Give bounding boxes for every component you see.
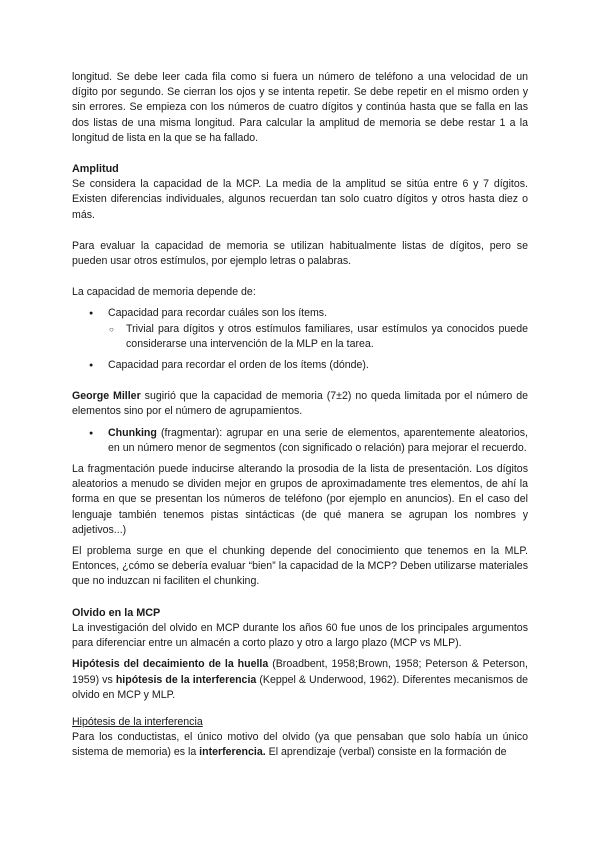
capacity-list [72, 306, 528, 373]
list-item: ● Capacidad para recordar el orden de los ítems (dónde). [72, 358, 528, 373]
fragmentation-paragraph: La fragmentación puede inducirse alterando la prosodia de la lista de presentación. Los dígitos aleatorios a menudo se dividen mejor en grupos de aproximadamente tres elementos, de ahí la forma en que se presentan los números de teléfono (por ejemplo en anuncios). En el caso del lenguaje también tenemos pistas sintácticas (de qué manera se agrupan los nombres y adjetivos...) [72, 463, 528, 536]
intro-paragraph: longitud. Se debe leer cada fila como si fuera un número de teléfono a una velocidad de un dígito por segundo. Se cierran los ojos y se intenta repetir. Se debe repetir en el mismo orden y sin errores. Se empieza con los números de cuatro dígitos y continúa hasta que se falla en las dos listas de una misma longitud. Para calcular la amplitud de memoria se debe restar 1 a la longitud de lista en la que se ha fallado. [72, 71, 528, 144]
document-body [72, 70, 528, 761]
hypotheses-paragraph: Hipótesis del decaimiento de la huella (Broadbent, 1958;Brown, 1958; Peterson & Peterson, 1959) vs hipótesis de la interferencia (Keppel & Underwood, 1962). Diferentes mecanismos de olvido en MCP y MLP. [72, 658, 528, 701]
sub-list-item: ○ Trivial para dígitos y otros estímulos familiares, usar estímulos ya conocidos puede considerarse una intervención de la MLP en la tarea. [72, 322, 528, 352]
chunking-list [72, 426, 528, 456]
olvido-heading: Olvido en la MCP [72, 606, 161, 619]
amplitud-paragraph-1: Se considera la capacidad de la MCP. La media de la amplitud se sitúa entre 6 y 7 dígitos. Existen diferencias individuales, algunos recuerdan tan solo cuatro dígitos y otros hasta diez o más. [72, 178, 528, 221]
problem-paragraph: El problema surge en que el chunking depende del conocimiento que tenemos en la MLP. Entonces, ¿cómo se debería evaluar “bien” la capacidad de la MCP? Deben utilizarse materiales que no induzcan ni faciliten el chunking. [72, 545, 528, 588]
amplitud-paragraph-3: La capacidad de memoria depende de: [72, 286, 256, 299]
interference-hypothesis: hipótesis de la interferencia [115, 673, 257, 686]
decay-hypothesis: Hipótesis del decaimiento de la huella [72, 658, 269, 671]
list-item: ● Capacidad para recordar cuáles son los ítems. [72, 306, 528, 321]
miller-name: George Miller [72, 390, 141, 403]
amplitud-heading: Amplitud [72, 163, 119, 176]
interference-subheading: Hipótesis de la interferencia [72, 715, 203, 728]
chunking-term: Chunking [108, 426, 157, 439]
interference-paragraph: Para los conductistas, el único motivo del olvido (ya que pensaban que solo había un único sistema de memoria) es la interferencia. El aprendizaje (verbal) consiste en la formación de [72, 731, 528, 759]
amplitud-paragraph-2: Para evaluar la capacidad de memoria se utilizan habitualmente listas de dígitos, pero se pueden usar otros estímulos, por ejemplo letras o palabras. [72, 239, 528, 268]
list-item: ● Chunking (fragmentar): agrupar en una serie de elementos, aparentemente aleatorios, en un número menor de segmentos (con significado o relación) para mejorar el recuerdo. [72, 426, 528, 456]
olvido-paragraph-1: La investigación del olvido en MCP durante los años 60 fue unos de los principales argumentos para diferenciar entre un almacén a corto plazo y otro a largo plazo (MCP vs MLP). [72, 621, 528, 650]
miller-paragraph: George Miller sugirió que la capacidad de memoria (7±2) no queda limitada por el número de elementos sino por el número de agrupamientos. [72, 390, 528, 418]
